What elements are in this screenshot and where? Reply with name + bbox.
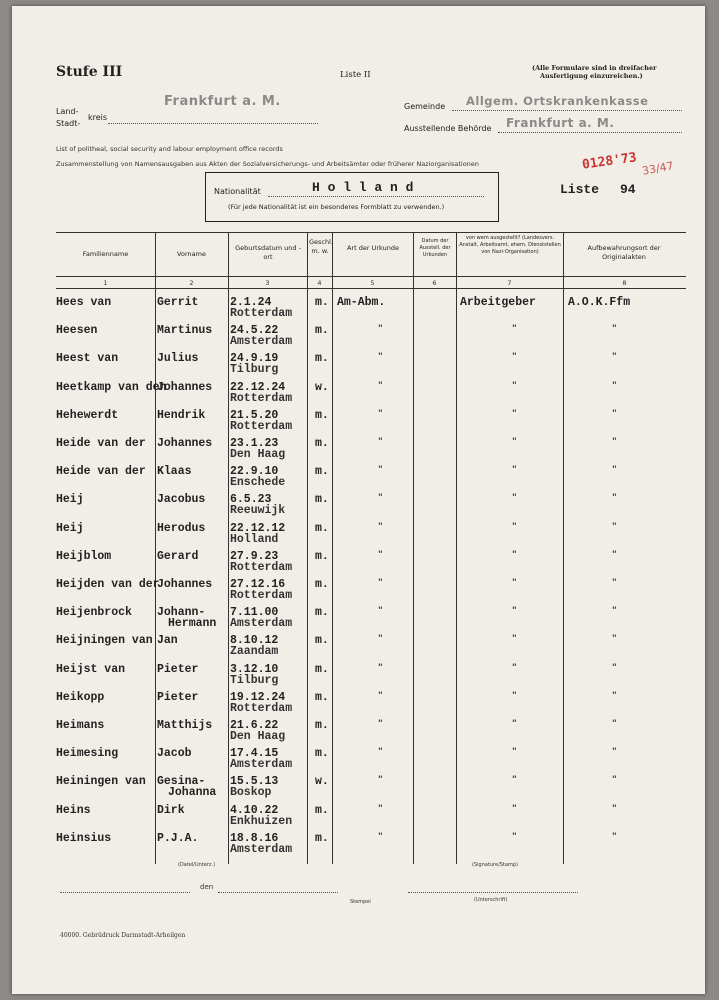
cell-urkunde: " [378,634,383,645]
cell-geburtsort: Holland [230,532,279,546]
cell-vorname: Klaas [157,465,192,479]
cell-geburtsdatum: 27.12.16 [230,578,286,591]
cell-familienname: Heiningen van [56,775,146,789]
col-num-5: 5 [370,279,375,287]
col-header-datum: Datum der Ausstell. der Urkunden [419,238,451,258]
cell-aussteller: " [512,662,517,673]
cell-vorname: Johannes [157,437,213,450]
cell-vorname: Jacobus [157,493,206,507]
cell-geburtsdatum: 2.1.24 [230,296,272,309]
nationality-label: Nationalität [214,187,261,196]
cell-aufbewahrung: " [612,662,617,673]
cell-geschlecht: m. [315,747,329,761]
cell-aufbewahrung: " [612,465,617,476]
cell-geburtsort: Rotterdam [230,589,293,602]
cell-vorname: Pieter [157,690,199,704]
cell-familienname: Heetkamp van den [56,380,167,394]
cell-familienname: Heijst van [56,662,126,676]
cell-urkunde: " [378,465,383,476]
col-num-7: 7 [507,279,512,287]
cell-vorname: Julius [157,352,199,366]
cell-geschlecht: m. [315,549,329,563]
cell-urkunde: " [378,493,383,504]
col-num-4: 4 [317,279,322,287]
cell-geschlecht: m. [315,606,329,620]
col-num-6: 6 [432,279,437,287]
cell-aussteller: " [512,831,517,842]
cell-aussteller: " [512,352,517,363]
cell-familienname: Heij [56,493,84,507]
cell-vorname: Gesina- [157,775,206,789]
cell-familienname: Heins [56,803,91,817]
cell-geburtsort: Zaandam [230,645,279,659]
cell-urkunde: " [378,324,383,335]
cell-urkunde: " [378,578,383,588]
cell-urkunde: " [378,606,383,617]
cell-vorname: Herodus [157,521,206,535]
cell-geschlecht: m. [315,690,329,704]
cell-geburtsdatum: 17.4.15 [230,747,279,761]
cell-vorname-2: Johanna [168,786,217,800]
cell-aufbewahrung: " [612,719,617,729]
col-num-8: 8 [622,279,627,287]
cell-aufbewahrung: " [612,521,617,532]
cell-geburtsdatum: 8.10.12 [230,634,279,648]
cell-urkunde: " [378,690,383,701]
cell-geburtsdatum: 15.5.13 [230,775,279,789]
cell-geburtsdatum: 7.11.00 [230,606,279,620]
cell-geschlecht: m. [315,719,329,732]
cell-geburtsdatum: 18.8.16 [230,831,279,845]
cell-aussteller: Arbeitgeber [460,296,536,309]
cell-vorname: Johannes [157,380,213,394]
cell-vorname-2: Hermann [168,617,217,631]
cell-aufbewahrung: " [612,634,617,645]
cell-urkunde: " [378,521,383,532]
col-num-3: 3 [265,279,270,287]
cell-aufbewahrung: " [612,493,617,504]
cell-geschlecht: m. [315,803,329,817]
cell-geburtsort: Tilburg [230,363,279,377]
behoerde-label: Ausstellende Behörde [404,124,492,133]
gemeinde-stamp: Allgem. Ortskrankenkasse [466,94,649,108]
footer-unterschrift: (Unterschrift) [474,897,508,903]
cell-geburtsdatum: 19.12.24 [230,690,286,704]
cell-vorname: Jacob [157,747,192,761]
cell-urkunde: " [378,408,383,419]
cell-geburtsdatum: 24.9.19 [230,352,279,366]
footer-datum-label: (Datel/Unterz.) [178,862,216,868]
cell-geschlecht: m. [315,352,329,366]
cell-aussteller: " [512,690,517,701]
cell-vorname: Pieter [157,662,199,676]
cell-aussteller: " [512,719,517,729]
stufe-label: Stufe III [56,64,123,80]
cell-aussteller: " [512,521,517,532]
kreis-stamp: Frankfurt a. M. [164,94,281,109]
cell-aussteller: " [512,747,517,758]
cell-geburtsort: Rotterdam [230,391,293,405]
cell-aussteller: " [512,549,517,560]
cell-vorname: Gerard [157,549,199,563]
nationality-value: H o l l a n d [312,180,414,195]
cell-geschlecht: m. [315,521,329,535]
cell-vorname: Dirk [157,803,185,817]
cell-aufbewahrung: " [612,831,617,842]
cell-aufbewahrung: " [612,606,617,617]
cell-geschlecht: m. [315,408,329,422]
cell-aufbewahrung: " [612,578,617,588]
col-num-2: 2 [189,279,194,287]
cell-geburtsdatum: 23.1.23 [230,437,279,450]
cell-aufbewahrung: " [612,690,617,701]
cell-urkunde: " [378,719,383,729]
cell-vorname: Matthijs [157,719,213,732]
cell-familienname: Heikopp [56,690,105,704]
col-header-familienname: Familienname [82,250,129,258]
cell-familienname: Heest van [56,352,119,366]
cell-familienname: Heijenbrock [56,606,132,620]
cell-urkunde: " [378,352,383,363]
cell-vorname: Hendrik [157,408,206,422]
cell-familienname: Heimans [56,719,105,732]
cell-aufbewahrung: " [612,324,617,335]
cell-geburtsdatum: 22.12.24 [230,380,286,394]
cell-aussteller: " [512,437,517,447]
cell-aussteller: " [512,465,517,476]
cell-familienname: Heijblom [56,549,112,563]
cell-geburtsort: Reeuwijk [230,504,286,518]
cell-geburtsdatum: 21.5.20 [230,408,279,422]
cell-aufbewahrung: " [612,775,617,786]
cell-aussteller: " [512,606,517,617]
handwritten-fraction: 33/47 [641,159,675,178]
footer-stempel: Stempel [350,899,371,905]
footer-printnote: 40000. Gebrüdruck Darmstadt-Arheilgen [60,932,186,939]
cell-familienname: Hees van [56,296,112,309]
cell-familienname: Heesen [56,324,98,338]
records-line-en: List of politheal, social security and labour employment office records [56,145,283,153]
col-header-aufbewahrung: Aufbewahrungsort der Originalakten [587,244,661,261]
liste-type-label: Liste II [340,70,371,80]
cell-aufbewahrung: A.O.K.Ffm [568,296,631,309]
cell-geburtsort: Amsterdam [230,335,293,349]
liste-number-label: Liste [560,182,600,197]
behoerde-stamp: Frankfurt a. M. [506,116,615,130]
document-sheet [12,6,705,994]
cell-aufbewahrung: " [612,803,617,814]
cell-geburtsdatum: 3.12.10 [230,662,279,676]
cell-aussteller: " [512,775,517,786]
cell-geburtsort: Amsterdam [230,617,293,631]
nationality-note: (Für jede Nationalität ist ein besonderes Formblatt zu verwenden.) [228,203,445,211]
cell-geschlecht: m. [315,437,329,450]
records-line-de: Zusammenstellung von Namensausgaben aus Akten der Sozialversicherungs- und Arbeitsämter oder früherer Naziorganisationen [56,160,479,168]
col-header-aussteller: von wem ausgestellt? (Landesvers. Anstalt, Arbeitsamt, ehem. Dienststellen von Nazi-Organisation) [459,235,561,255]
cell-vorname: P.J.A. [157,831,199,845]
cell-aussteller: " [512,803,517,814]
cell-geburtsdatum: 24.5.22 [230,324,279,338]
cell-geschlecht: m. [315,493,329,507]
cell-vorname: Jan [157,634,178,648]
cell-geburtsdatum: 4.10.22 [230,803,279,817]
cell-geburtsdatum: 27.9.23 [230,549,279,563]
cell-urkunde: " [378,662,383,673]
cell-familienname: Heijden van der [56,578,160,591]
cell-urkunde: " [378,437,383,447]
cell-urkunde: Am-Abm. [337,296,386,309]
cell-geburtsdatum: 22.9.10 [230,465,279,479]
footer-den: den [200,883,214,891]
cell-vorname: Gerrit [157,296,199,309]
cell-geschlecht: m. [315,831,329,845]
kreis-label: kreis [88,113,108,122]
cell-familienname: Hehewerdt [56,408,119,422]
cell-urkunde: " [378,831,383,842]
cell-geburtsort: Amsterdam [230,758,293,772]
handwritten-number: 0128'73 [581,150,638,173]
cell-vorname: Johannes [157,578,213,591]
cell-familienname: Heijningen van [56,634,153,648]
cell-urkunde: " [378,747,383,758]
cell-vorname: Martinus [157,324,213,338]
cell-geschlecht: m. [315,634,329,648]
cell-geschlecht: m. [315,324,329,338]
cell-geschlecht: w. [315,775,329,789]
cell-geburtsort: Rotterdam [230,701,293,715]
cell-geburtsort: Enschede [230,476,286,490]
cell-urkunde: " [378,775,383,786]
cell-aussteller: " [512,408,517,419]
cell-geburtsort: Rotterdam [230,560,293,574]
cell-aufbewahrung: " [612,352,617,363]
stadt-label: Stadt- [56,119,81,128]
col-header-vorname: Vorname [177,250,206,258]
cell-geburtsort: Boskop [230,786,272,800]
cell-urkunde: " [378,380,383,391]
cell-geschlecht: m. [315,296,329,309]
note-line-2: Ausfertigung einzureichen.) [540,72,643,80]
cell-geburtsort: Den Haag [230,730,286,743]
col-num-1: 1 [103,279,108,287]
cell-geburtsort: Tilburg [230,673,279,687]
cell-geburtsdatum: 21.6.22 [230,719,279,732]
cell-aussteller: " [512,578,517,588]
cell-geschlecht: m. [315,578,329,591]
cell-aussteller: " [512,493,517,504]
cell-familienname: Heide van der [56,465,146,479]
cell-aussteller: " [512,634,517,645]
cell-geburtsort: Enkhuizen [230,814,293,828]
cell-familienname: Heide van der [56,437,146,450]
cell-geschlecht: w. [315,380,329,394]
land-label: Land- [56,107,79,116]
cell-aufbewahrung: " [612,380,617,391]
note-line-1: (Alle Formulare sind in dreifacher [532,64,657,72]
cell-aufbewahrung: " [612,408,617,419]
cell-urkunde: " [378,803,383,814]
gemeinde-label: Gemeinde [404,102,446,111]
cell-vorname: Johann- [157,606,206,620]
cell-geschlecht: m. [315,662,329,676]
cell-familienname: Heimesing [56,747,119,761]
cell-geschlecht: m. [315,465,329,479]
cell-urkunde: " [378,549,383,560]
col-header-geburt: Geburtsdatum und -ort [235,244,301,261]
liste-number-value: 94 [620,182,636,197]
col-header-urkunde: Art der Urkunde [347,244,399,252]
footer-signature-label: (Signature/Stamp) [472,862,518,868]
cell-aussteller: " [512,324,517,335]
cell-geburtsort: Amsterdam [230,842,293,856]
cell-familienname: Heij [56,521,84,535]
cell-familienname: Heinsius [56,831,112,845]
cell-geburtsdatum: 22.12.12 [230,521,286,535]
cell-geburtsdatum: 6.5.23 [230,493,272,507]
cell-aussteller: " [512,380,517,391]
col-header-geschl: Geschl. m. w. [309,238,333,255]
cell-geburtsort: Rotterdam [230,307,293,320]
cell-geburtsort: Rotterdam [230,419,293,433]
cell-aufbewahrung: " [612,437,617,447]
cell-aufbewahrung: " [612,747,617,758]
cell-aufbewahrung: " [612,549,617,560]
cell-geburtsort: Den Haag [230,448,286,461]
